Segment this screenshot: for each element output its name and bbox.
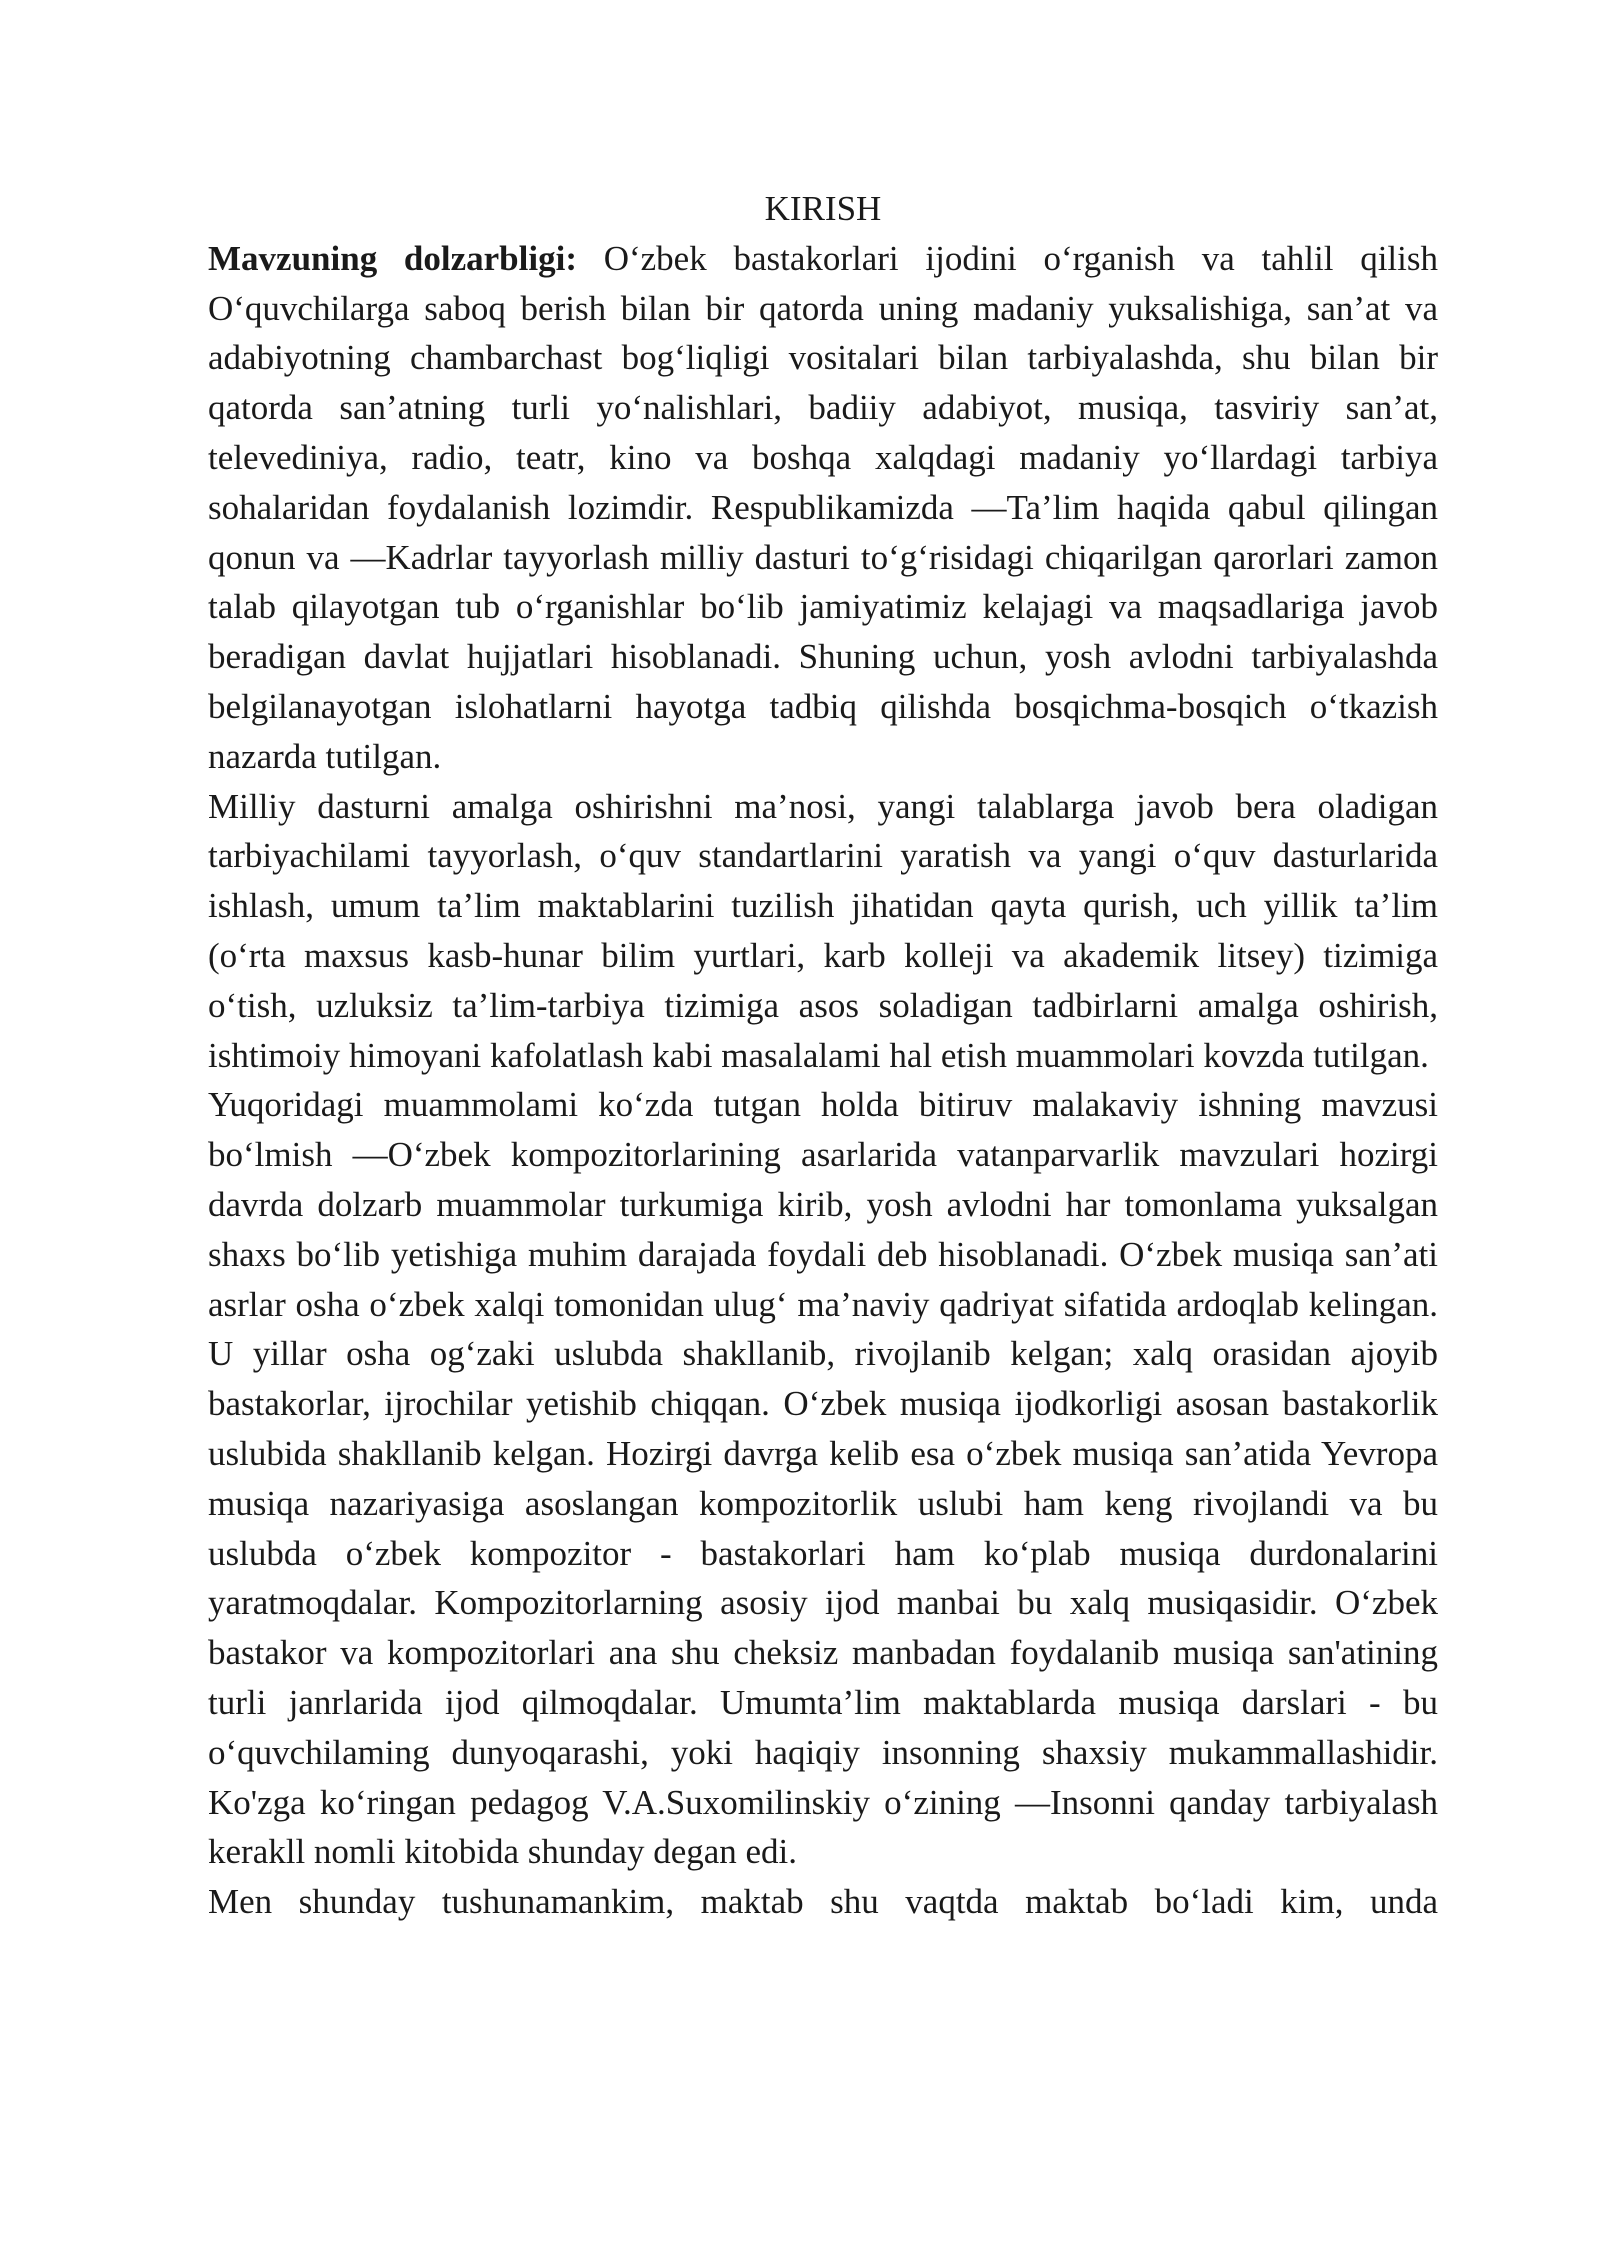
paragraph-lead: Mavzuning dolzarbligi:	[208, 238, 577, 278]
paragraph-text: O‘zbek bastakorlari ijodini o‘rganish va tahlil qilish O‘quvchilarga saboq berish bilan bir qatorda uning madaniy yuksalishiga, san’at va adabiyotning chambarchast bog‘liqligi vositalari bilan tarbiyalashda, shu bilan bir qatorda san’atning turli yo‘nalishlari, badiiy adabiyot, musiqa, tasviriy san’at, televediniya, radio, teatr, kino va boshqa xalqdagi madaniy yo‘llardagi tarbiya sohalaridan foydalanish lozimdir. Respublikamizda —Ta’lim haqida qabul qilingan qonun va —Kadrlar tayyorlash milliy dasturi to‘g‘risidagi chiqarilgan qarorlari zamon talab qilayotgan tub o‘rganishlar bo‘lib jamiyatimiz kelajagi va maqsadlariga javob beradigan davlat hujjatlari hisoblanadi. Shuning uchun, yosh avlodni tarbiyalashda belgilanayotgan islohatlarni hayotga tadbiq qilishda bosqichma-bosqich o‘tkazish nazarda tutilgan.	[208, 238, 1439, 776]
paragraph-national-program: Milliy dasturni amalga oshirishni ma’nosi, yangi talablarga javob bera oladigan tarbiyachilami tayyorlash, o‘quv standartlarini yaratish va yangi o‘quv dasturlarida ishlash, umum ta’lim maktablarini tuzilish jihatidan qayta qurish, uch yillik ta’lim (o‘rta maxsus kasb-hunar bilim yurtlari, karb kolleji va akademik litsey) tizimiga o‘tish, uzluksiz ta’lim-tarbiya tizimiga asos soladigan tadbirlarni amalga oshirish, ishtimoiy himoyani kafolatlash kabi masalalami hal etish muammolari kovzda tutilgan.	[208, 786, 1438, 1075]
document-title: KIRISH	[764, 189, 882, 228]
paragraph-quote-start: Men shunday tushunamankim, maktab shu vaqtda maktab bo‘ladi kim, unda	[208, 1882, 1438, 1922]
paragraph-thesis-topic: Yuqoridagi muammolami ko‘zda tutgan holda bitiruv malakaviy ishning mavzusi bo‘lmish —O‘zbek kompozitorlarining asarlarida vatanparvarlik mavzulari hozirgi davrda dolzarb muammolar turkumiga kirib, yosh avlodni har tomonlama yuksalgan shaxs bo‘lib yetishiga muhim darajada foydali deb hisoblanadi. O‘zbek musiqa san’ati asrlar osha o‘zbek xalqi tomonidan ulug‘ ma’naviy qadriyat sifatida ardoqlab kelingan. U yillar osha og‘zaki uslubda shakllanib, rivojlanib kelgan; xalq orasidan ajoyib bastakorlar, ijrochilar yetishib chiqqan. O‘zbek musiqa ijodkorligi asosan bastakorlik uslubida shakllanib kelgan. Hozirgi davrga kelib esa o‘zbek musiqa san’atida Yevropa musiqa nazariyasiga asoslangan kompozitorlik uslubi ham keng rivojlandi va bu uslubda o‘zbek kompozitor - bastakorlari ham ko‘plab musiqa durdonalarini yaratmoqdalar. Kompozitorlarning asosiy ijod manbai bu xalq musiqasidir. O‘zbek bastakor va kompozitorlari ana shu cheksiz manbadan foydalanib musiqa san'atining turli janrlarida ijod qilmoqdalar. Umumta’lim maktablarda musiqa darslari - bu o‘quvchilaming dunyoqarashi, yoki haqiqiy insonning shaxsiy mukammallashidir. Ko'zga ko‘ringan pedagog V.A.Suxomilinskiy o‘zining —Insonni qanday tarbiyalash kerakll nomli kitobida shunday degan edi.	[208, 1085, 1438, 1872]
document-page	[208, 184, 1438, 1927]
paragraph-relevance	[208, 234, 1438, 782]
